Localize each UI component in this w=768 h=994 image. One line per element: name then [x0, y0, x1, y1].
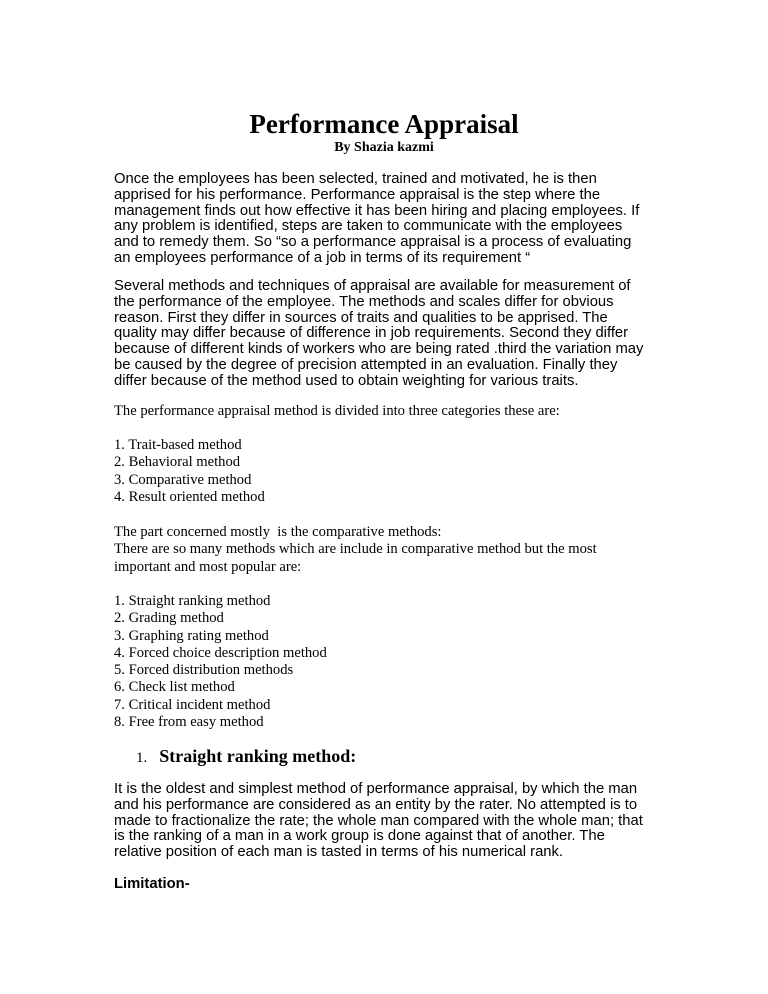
- paragraph-line: reason. First they differ in sources of traits and qualities to be apprised. The: [114, 309, 608, 326]
- paragraph-line: apprised for his performance. Performance appraisal is the step where the: [114, 186, 601, 203]
- paragraph-line: There are so many methods which are include in comparative method but the most: [114, 541, 597, 558]
- document-title: Performance Appraisal: [249, 109, 519, 139]
- list-item: 2. Behavioral method: [114, 454, 241, 471]
- paragraph-line: be caused by the degree of precision attempted in an evaluation. Finally they: [114, 356, 618, 373]
- paragraph-line: important and most popular are:: [114, 558, 302, 575]
- section-heading: [136, 745, 356, 769]
- paragraph-line: management finds out how effective it has been hiring and placing employees. If: [114, 202, 640, 219]
- paragraph-line: The part concerned mostly is the comparative methods:: [114, 524, 442, 540]
- section-number: 1.: [136, 750, 148, 766]
- paragraph-line: because of different kinds of workers who are being rated .third the variation may: [114, 341, 644, 358]
- list-item: 6. Check list method: [114, 679, 235, 696]
- list-item: 5. Forced distribution methods: [114, 662, 294, 679]
- paragraph-line: relative position of each man is tasted in terms of his numerical rank.: [114, 844, 564, 861]
- paragraph-line: differ because of the method used to obtain weighting for various traits.: [114, 372, 579, 389]
- list-item: 3. Graphing rating method: [114, 627, 269, 644]
- comparative-methods-list: [114, 593, 674, 731]
- list-item: 1. Straight ranking method: [114, 593, 271, 609]
- comparative-intro: [114, 524, 674, 576]
- list-item: 2. Grading method: [114, 610, 224, 627]
- list-item: 4. Forced choice description method: [114, 644, 327, 661]
- paragraph-line: It is the oldest and simplest method of performance appraisal, by which the man: [114, 781, 638, 797]
- list-item: 1. Trait-based method: [114, 437, 242, 453]
- intro-paragraph: [114, 172, 674, 267]
- methods-paragraph: [114, 279, 674, 390]
- paragraph-line: an employees performance of a job in terms of its requirement “: [114, 249, 531, 266]
- list-item: 7. Critical incident method: [114, 696, 271, 713]
- section-heading-text: Straight ranking method:: [159, 746, 357, 766]
- paragraph-line: the performance of the employee. The methods and scales differ for obvious: [114, 293, 614, 310]
- section-paragraph: [114, 782, 674, 861]
- limitation-heading: Limitation-: [114, 876, 190, 892]
- author-byline: By Shazia kazmi: [334, 140, 434, 155]
- paragraph-line: is the ranking of a man in a work group is done against that of another. The: [114, 828, 605, 845]
- paragraph-line: and to remedy them. So “so a performance appraisal is a process of evaluating: [114, 234, 632, 251]
- categories-intro: [114, 403, 674, 420]
- paragraph-line: Once the employees has been selected, trained and motivated, he is then: [114, 171, 597, 187]
- paragraph-line: and his performance are considered as an entity by the rater. No attempted is to: [114, 796, 638, 813]
- paragraph-line: any problem is identified, steps are taken to communicate with the employees: [114, 218, 623, 235]
- categories-list: [114, 437, 674, 506]
- paragraph-line: The performance appraisal method is divided into three categories these are:: [114, 403, 560, 419]
- paragraph-line: quality may differ because of difference in job requirements. Second they differ: [114, 325, 629, 342]
- list-item: 4. Result oriented method: [114, 488, 265, 505]
- list-item: 8. Free from easy method: [114, 714, 264, 731]
- paragraph-line: made to fractionalize the rate; the whole man compared with the whole man; that: [114, 812, 643, 829]
- list-item: 3. Comparative method: [114, 471, 252, 488]
- paragraph-line: Several methods and techniques of appraisal are available for measurement of: [114, 278, 631, 294]
